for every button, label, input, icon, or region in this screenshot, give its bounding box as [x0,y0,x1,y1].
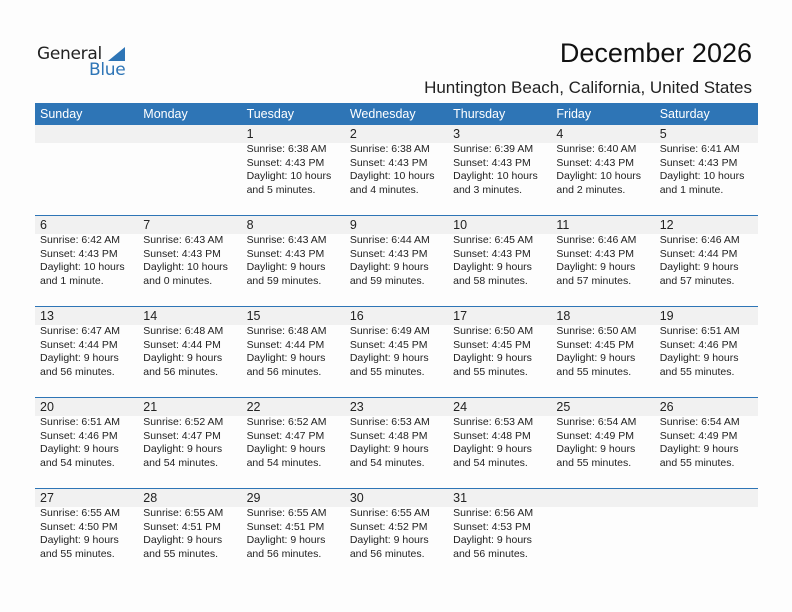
daylight-text: Daylight: 9 hours [453,261,532,273]
day-cell-8 [242,216,345,288]
sunrise-text: Sunrise: 6:43 AM [143,234,224,246]
daylight-text: Daylight: 10 hours [453,170,538,182]
sunset-text: Sunset: 4:49 PM [659,429,738,442]
day-number: 13 [40,309,54,323]
sunset-text: Sunset: 4:51 PM [246,520,325,533]
sunrise-text: Sunrise: 6:50 AM [453,325,534,337]
day-number: 16 [349,309,364,323]
sunset-text: Sunset: 4:44 PM [40,338,118,351]
sunset-text: Sunset: 4:45 PM [349,338,428,351]
day-number: 19 [659,309,674,323]
empty-day-cell [551,489,654,561]
sunset-text: Sunset: 4:51 PM [143,520,221,533]
daylight-text: Daylight: 10 hours [40,261,125,273]
day-number [556,489,654,507]
day-cell-24 [448,398,551,470]
sunrise-text: Sunrise: 6:39 AM [453,143,534,155]
logo-text-general: General [37,44,102,64]
daylight-text: Daylight: 10 hours [349,170,435,182]
sunrise-text: Sunrise: 6:40 AM [556,143,637,155]
daylight-text: Daylight: 10 hours [556,170,642,182]
sunset-text: Sunset: 4:43 PM [143,247,221,260]
sunrise-text: Sunrise: 6:38 AM [246,143,327,155]
sunset-text: Sunset: 4:44 PM [246,338,325,351]
sunset-text: Sunset: 4:45 PM [453,338,531,351]
day-number: 10 [453,218,468,232]
sunset-text: Sunset: 4:49 PM [556,429,635,442]
sunset-text: Sunset: 4:48 PM [349,429,428,442]
sunset-text: Sunset: 4:43 PM [349,156,428,169]
daylight-text: Daylight: 9 hours [40,534,119,546]
sunrise-text: Sunrise: 6:47 AM [40,325,120,337]
empty-day-cell [35,125,138,197]
day-cell-10 [448,216,551,288]
daylight-minutes-text: and 55 minutes. [143,547,218,560]
daylight-minutes-text: and 3 minutes. [453,183,523,196]
day-cell-26 [655,398,758,470]
daylight-minutes-text: and 56 minutes. [40,365,115,378]
sunrise-text: Sunrise: 6:55 AM [143,507,224,519]
day-number: 29 [246,491,261,505]
daylight-text: Daylight: 9 hours [349,352,429,364]
day-cell-28 [138,489,241,561]
sunset-text: Sunset: 4:43 PM [556,156,635,169]
sunrise-text: Sunrise: 6:51 AM [659,325,740,337]
day-number: 8 [246,218,254,232]
day-cell-7 [138,216,241,288]
day-cell-20 [35,398,138,470]
daylight-text: Daylight: 9 hours [556,261,636,273]
calendar-grid [35,103,758,579]
sunrise-text: Sunrise: 6:53 AM [453,416,534,428]
day-number: 20 [40,400,54,414]
day-cell-27 [35,489,138,561]
day-cell-6 [35,216,138,288]
daylight-text: Daylight: 9 hours [143,534,223,546]
daylight-text: Daylight: 9 hours [453,443,532,455]
empty-day-cell [138,125,241,197]
daylight-minutes-text: and 56 minutes. [246,547,322,560]
day-cell-30 [345,489,448,561]
daylight-minutes-text: and 1 minute. [659,183,724,196]
daylight-text: Daylight: 9 hours [659,443,739,455]
day-number: 18 [556,309,571,323]
daylight-minutes-text: and 4 minutes. [349,183,419,196]
sunset-text: Sunset: 4:47 PM [143,429,221,442]
sunset-text: Sunset: 4:46 PM [40,429,118,442]
day-number: 31 [453,491,468,505]
daylight-text: Daylight: 9 hours [349,534,429,546]
daylight-text: Daylight: 9 hours [556,352,636,364]
day-number: 4 [556,127,564,141]
day-number: 1 [246,127,254,141]
sunrise-text: Sunrise: 6:54 AM [659,416,740,428]
sunrise-text: Sunrise: 6:55 AM [349,507,430,519]
daylight-text: Daylight: 9 hours [40,443,119,455]
sunrise-text: Sunrise: 6:49 AM [349,325,430,337]
sunrise-text: Sunrise: 6:55 AM [40,507,120,519]
sunrise-text: Sunrise: 6:48 AM [246,325,327,337]
sunrise-text: Sunrise: 6:55 AM [246,507,327,519]
daylight-minutes-text: and 56 minutes. [246,365,322,378]
daylight-minutes-text: and 55 minutes. [556,456,632,469]
day-number [660,489,758,507]
logo-triangle-icon [108,47,125,61]
day-number: 11 [556,218,570,232]
daylight-minutes-text: and 55 minutes. [659,456,735,469]
daylight-minutes-text: and 59 minutes. [349,274,425,287]
day-number: 15 [246,309,261,323]
sunset-text: Sunset: 4:43 PM [453,247,531,260]
day-cell-22 [242,398,345,470]
sunrise-text: Sunrise: 6:53 AM [349,416,430,428]
day-cell-3 [448,125,551,197]
daylight-minutes-text: and 56 minutes. [349,547,425,560]
daylight-text: Daylight: 10 hours [143,261,228,273]
daylight-minutes-text: and 55 minutes. [40,547,115,560]
day-cell-13 [35,307,138,379]
daylight-text: Daylight: 9 hours [453,352,532,364]
daylight-text: Daylight: 10 hours [659,170,745,182]
weekday-header-tuesday: Tuesday [246,107,295,121]
sunset-text: Sunset: 4:43 PM [659,156,738,169]
weekday-header-saturday: Saturday [659,107,710,121]
daylight-text: Daylight: 9 hours [40,352,119,364]
daylight-text: Daylight: 9 hours [246,534,326,546]
daylight-minutes-text: and 1 minute. [40,274,104,287]
day-number: 14 [143,309,158,323]
daylight-minutes-text: and 5 minutes. [246,183,316,196]
day-number: 2 [349,127,357,141]
weekday-header-wednesday: Wednesday [349,107,416,121]
calendar-weeks [35,125,758,579]
day-number: 5 [659,127,667,141]
week-row [35,215,758,306]
weekday-header-sunday: Sunday [40,107,83,121]
daylight-text: Daylight: 9 hours [659,352,739,364]
daylight-minutes-text: and 0 minutes. [143,274,213,287]
sunrise-text: Sunrise: 6:48 AM [143,325,224,337]
page-title: December 2026 [559,38,752,68]
day-cell-19 [655,307,758,379]
daylight-text: Daylight: 10 hours [246,170,332,182]
daylight-minutes-text: and 57 minutes. [556,274,632,287]
weekday-header-thursday: Thursday [453,107,506,121]
sunrise-text: Sunrise: 6:42 AM [40,234,120,246]
day-number: 26 [659,400,674,414]
daylight-minutes-text: and 56 minutes. [453,547,528,560]
day-cell-9 [345,216,448,288]
sunrise-text: Sunrise: 6:56 AM [453,507,534,519]
daylight-minutes-text: and 57 minutes. [659,274,735,287]
daylight-minutes-text: and 54 minutes. [40,456,115,469]
day-number: 25 [556,400,571,414]
day-cell-15 [242,307,345,379]
sunrise-text: Sunrise: 6:51 AM [40,416,120,428]
day-cell-18 [551,307,654,379]
week-row [35,397,758,488]
sunrise-text: Sunrise: 6:41 AM [659,143,740,155]
daylight-text: Daylight: 9 hours [143,443,223,455]
daylight-minutes-text: and 56 minutes. [143,365,218,378]
daylight-minutes-text: and 59 minutes. [246,274,322,287]
day-cell-12 [655,216,758,288]
sunrise-text: Sunrise: 6:44 AM [349,234,430,246]
day-number: 6 [40,218,47,232]
daylight-text: Daylight: 9 hours [453,534,532,546]
daylight-minutes-text: and 55 minutes. [349,365,425,378]
daylight-minutes-text: and 55 minutes. [453,365,528,378]
day-number: 23 [349,400,364,414]
sunset-text: Sunset: 4:52 PM [349,520,428,533]
sunset-text: Sunset: 4:50 PM [40,520,118,533]
sunset-text: Sunset: 4:43 PM [453,156,531,169]
sunset-text: Sunset: 4:53 PM [453,520,531,533]
empty-day-cell [655,489,758,561]
day-number: 12 [659,218,674,232]
daylight-text: Daylight: 9 hours [246,352,326,364]
sunrise-text: Sunrise: 6:43 AM [246,234,327,246]
generalblue-logo [37,44,137,84]
sunset-text: Sunset: 4:48 PM [453,429,531,442]
sunrise-text: Sunrise: 6:45 AM [453,234,534,246]
day-number [40,125,138,143]
sunset-text: Sunset: 4:45 PM [556,338,635,351]
sunset-text: Sunset: 4:43 PM [246,247,325,260]
sunset-text: Sunset: 4:43 PM [349,247,428,260]
daylight-minutes-text: and 55 minutes. [659,365,735,378]
daylight-text: Daylight: 9 hours [143,352,223,364]
day-cell-11 [551,216,654,288]
sunrise-text: Sunrise: 6:50 AM [556,325,637,337]
day-number: 28 [143,491,158,505]
day-number: 21 [143,400,158,414]
sunrise-text: Sunrise: 6:46 AM [659,234,740,246]
sunrise-text: Sunrise: 6:52 AM [143,416,224,428]
day-cell-25 [551,398,654,470]
daylight-minutes-text: and 55 minutes. [556,365,632,378]
daylight-minutes-text: and 54 minutes. [453,456,528,469]
daylight-minutes-text: and 2 minutes. [556,183,626,196]
day-number: 30 [349,491,364,505]
daylight-text: Daylight: 9 hours [659,261,739,273]
sunrise-text: Sunrise: 6:54 AM [556,416,637,428]
sunrise-text: Sunrise: 6:38 AM [349,143,430,155]
day-cell-31 [448,489,551,561]
day-cell-2 [345,125,448,197]
daylight-text: Daylight: 9 hours [349,261,429,273]
daylight-minutes-text: and 54 minutes. [349,456,425,469]
daylight-text: Daylight: 9 hours [556,443,636,455]
day-number: 7 [143,218,151,232]
sunset-text: Sunset: 4:44 PM [659,247,738,260]
sunrise-text: Sunrise: 6:52 AM [246,416,327,428]
sunset-text: Sunset: 4:43 PM [556,247,635,260]
day-cell-16 [345,307,448,379]
day-number: 27 [40,491,54,505]
week-row [35,125,758,215]
day-number: 3 [453,127,461,141]
day-number: 9 [349,218,357,232]
day-cell-5 [655,125,758,197]
day-cell-21 [138,398,241,470]
week-row [35,488,758,579]
day-cell-1 [242,125,345,197]
day-cell-29 [242,489,345,561]
daylight-text: Daylight: 9 hours [246,261,326,273]
weekday-header [35,103,758,125]
day-number: 24 [453,400,468,414]
sunset-text: Sunset: 4:44 PM [143,338,221,351]
sunset-text: Sunset: 4:43 PM [246,156,325,169]
daylight-minutes-text: and 54 minutes. [246,456,322,469]
day-number [143,125,241,143]
logo-text-blue: Blue [89,60,126,80]
weekday-header-friday: Friday [556,107,592,121]
week-row [35,306,758,397]
daylight-text: Daylight: 9 hours [246,443,326,455]
sunset-text: Sunset: 4:47 PM [246,429,325,442]
day-cell-17 [448,307,551,379]
sunrise-text: Sunrise: 6:46 AM [556,234,637,246]
location-subtitle: Huntington Beach, California, United States [424,78,752,97]
day-cell-14 [138,307,241,379]
daylight-minutes-text: and 54 minutes. [143,456,218,469]
weekday-header-monday: Monday [143,107,188,121]
day-number: 22 [246,400,261,414]
day-cell-23 [345,398,448,470]
sunset-text: Sunset: 4:43 PM [40,247,118,260]
sunset-text: Sunset: 4:46 PM [659,338,738,351]
daylight-text: Daylight: 9 hours [349,443,429,455]
day-cell-4 [551,125,654,197]
day-number: 17 [453,309,468,323]
daylight-minutes-text: and 58 minutes. [453,274,528,287]
